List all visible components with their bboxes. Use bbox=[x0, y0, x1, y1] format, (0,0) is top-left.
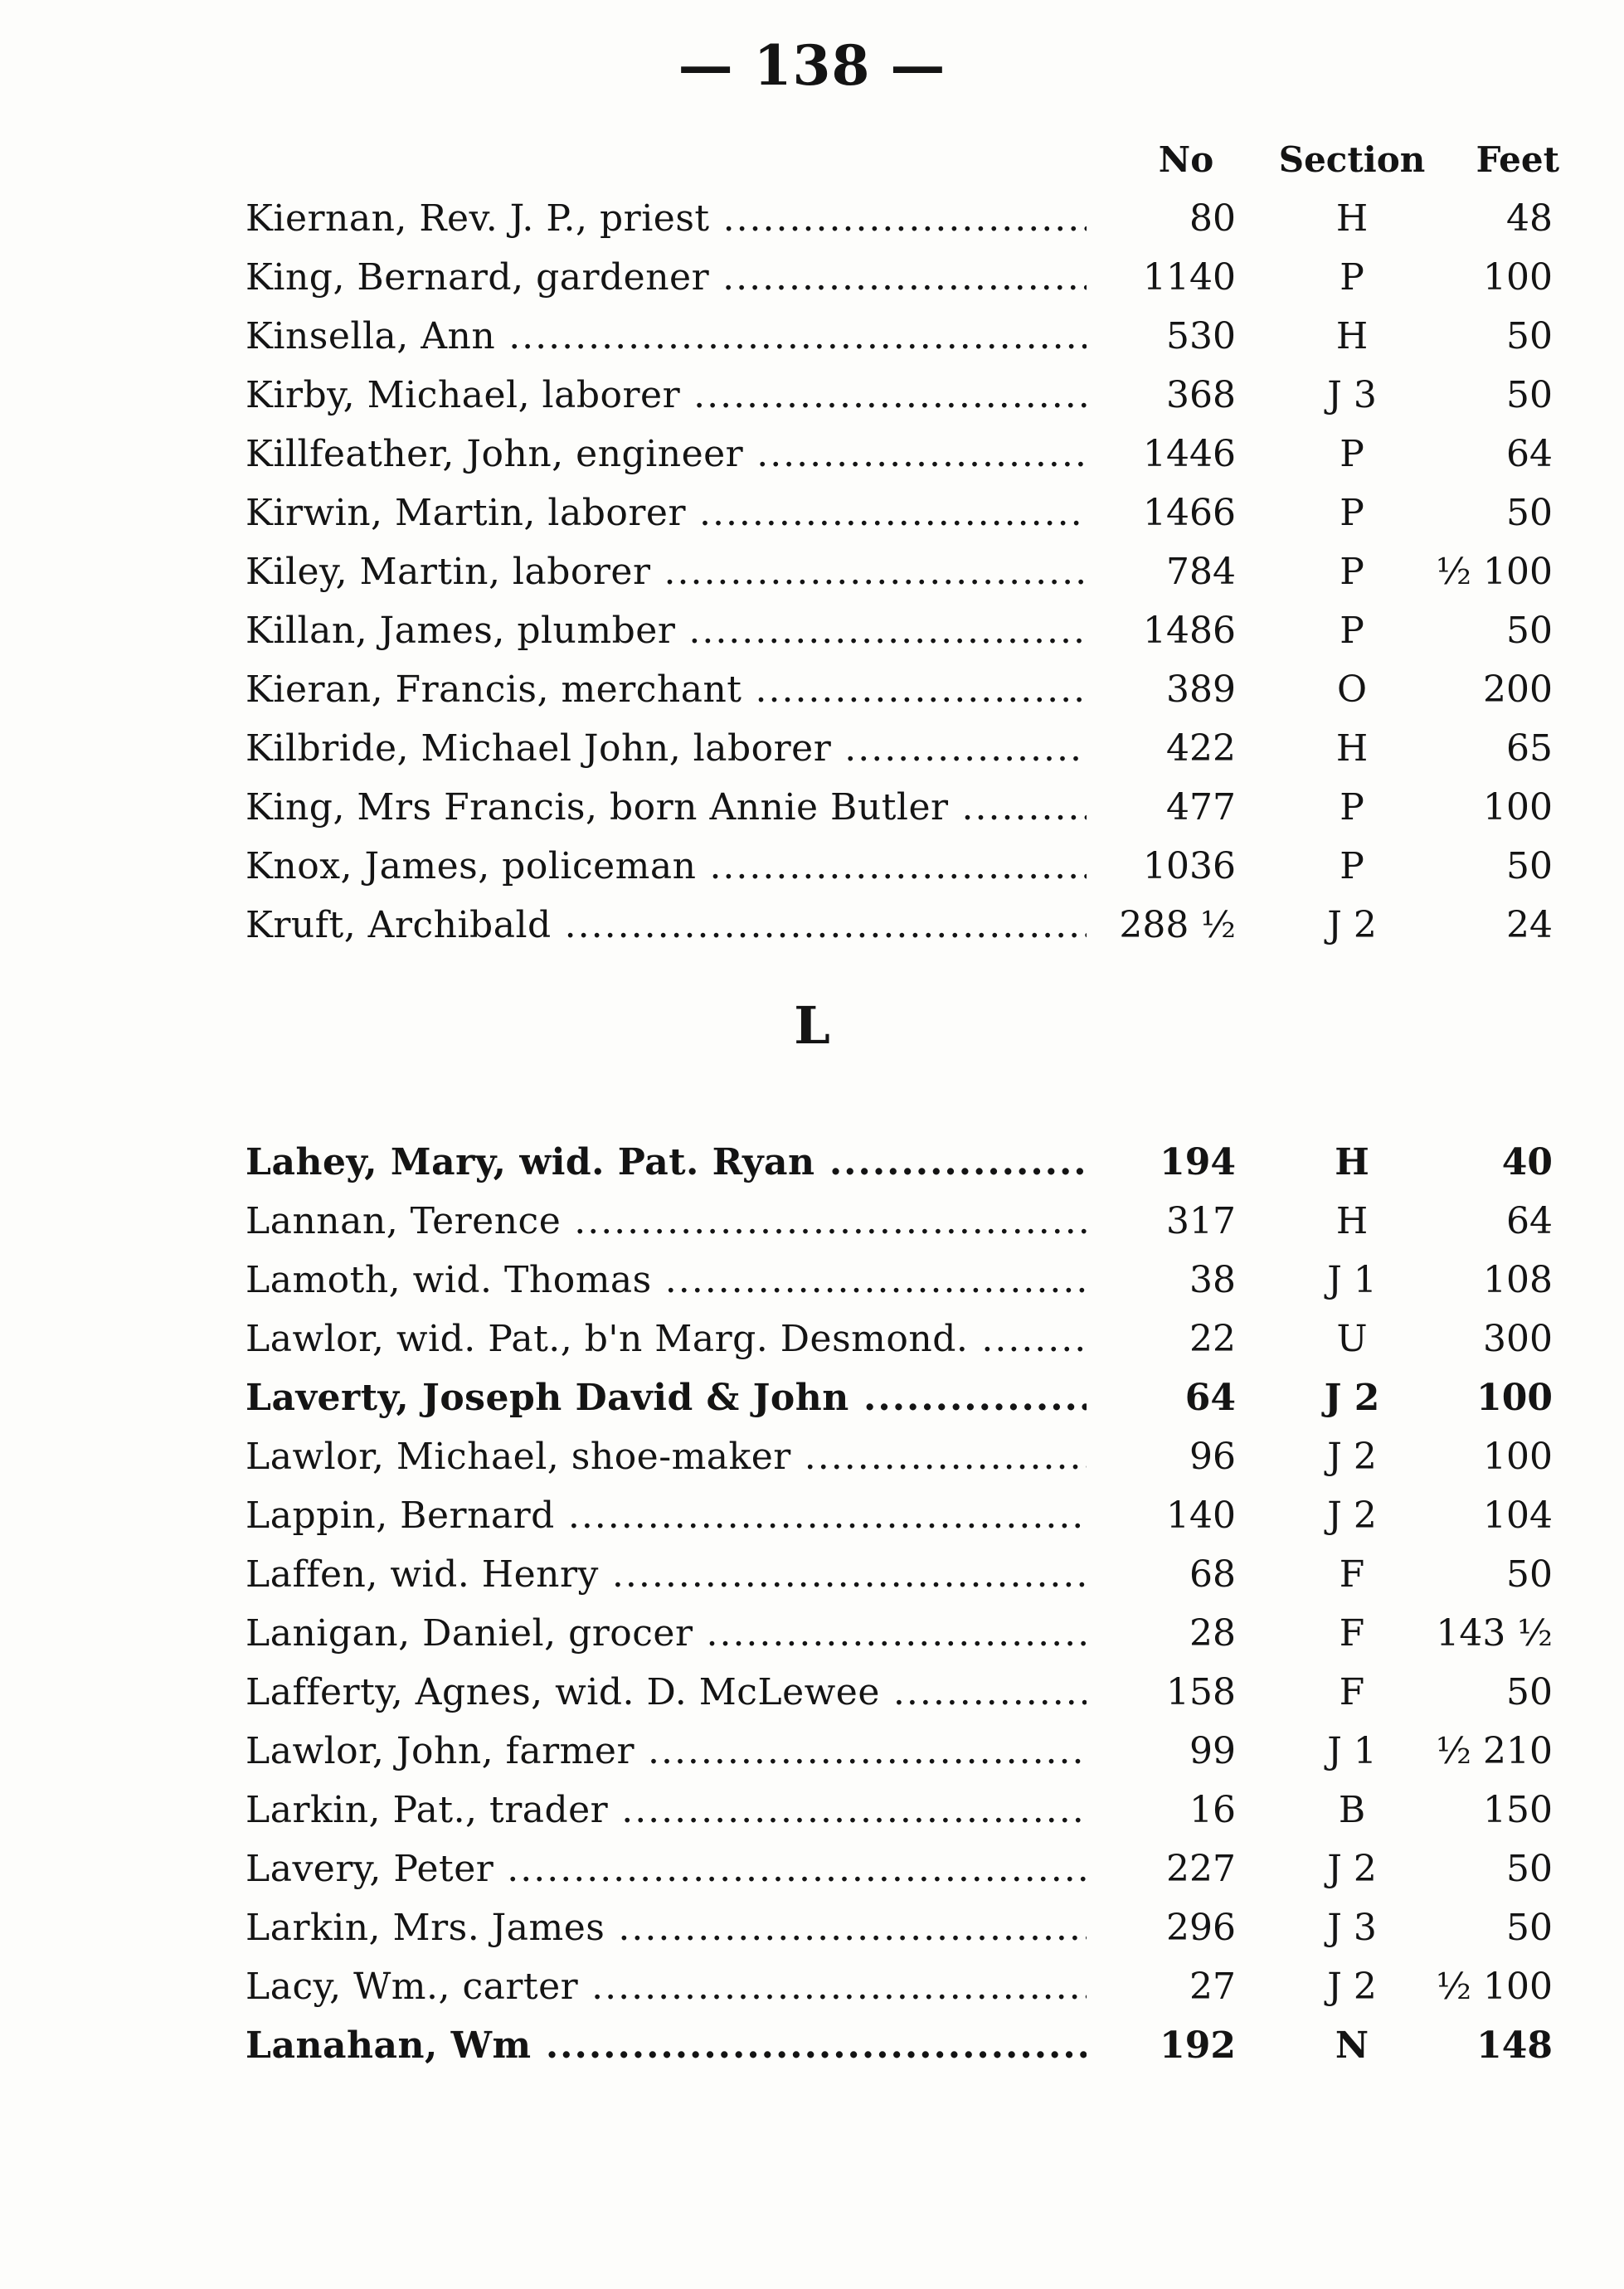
k-entries-list bbox=[0, 189, 1624, 955]
entry-section: J 2 bbox=[1327, 904, 1377, 946]
entry-name: Knox, James, policeman ..... bbox=[246, 837, 1087, 896]
entry-feet: 50 bbox=[1506, 610, 1553, 652]
entry-feet: 200 bbox=[1483, 668, 1553, 711]
entry-name: Larkin, Mrs. James ..... bbox=[246, 1898, 1087, 1957]
entry-name: Kiernan, Rev. J. P., priest ..... bbox=[246, 189, 1087, 248]
column-headers bbox=[0, 139, 1624, 189]
entry-section: H bbox=[1335, 315, 1369, 357]
entry-name: Kilbride, Michael John, laborer ..... bbox=[246, 719, 1087, 778]
entry-number: 477 bbox=[1166, 786, 1236, 829]
entry-row bbox=[0, 1781, 1624, 1839]
entry-number: 422 bbox=[1166, 727, 1236, 770]
entry-feet: 50 bbox=[1506, 374, 1553, 416]
entry-number: 1466 bbox=[1143, 492, 1236, 534]
entry-feet: ½ 100 bbox=[1436, 551, 1553, 593]
entry-number: 27 bbox=[1189, 1966, 1236, 2008]
entry-section: P bbox=[1340, 845, 1364, 887]
column-header-section: Section bbox=[1278, 139, 1426, 180]
entry-row bbox=[0, 307, 1624, 366]
entry-name: Laffen, wid. Henry ..... bbox=[246, 1545, 1087, 1604]
entry-section: J 2 bbox=[1327, 1966, 1377, 2008]
l-entries-list bbox=[0, 1133, 1624, 2075]
entry-section: P bbox=[1340, 551, 1364, 593]
entry-name: Lawlor, wid. Pat., b'n Marg. Desmond. ..... bbox=[246, 1310, 1087, 1368]
entry-number: 1140 bbox=[1143, 256, 1236, 299]
entry-number: 784 bbox=[1166, 551, 1236, 593]
entry-feet: 50 bbox=[1506, 1907, 1553, 1949]
entry-row bbox=[0, 1192, 1624, 1251]
entry-feet: 100 bbox=[1483, 1436, 1553, 1478]
entry-number: 1486 bbox=[1143, 610, 1236, 652]
entry-section: F bbox=[1339, 1671, 1365, 1713]
entry-number: 68 bbox=[1189, 1553, 1236, 1596]
entry-feet: 40 bbox=[1501, 1141, 1553, 1183]
entry-feet: 100 bbox=[1476, 1377, 1553, 1419]
entry-section: F bbox=[1339, 1612, 1365, 1655]
entry-name: Lahey, Mary, wid. Pat. Ryan ..... bbox=[246, 1133, 1087, 1192]
entry-feet: 143 ½ bbox=[1436, 1612, 1553, 1655]
entry-number: 1036 bbox=[1143, 845, 1236, 887]
entry-feet: 100 bbox=[1483, 786, 1553, 829]
entry-row bbox=[0, 484, 1624, 542]
entry-number: 368 bbox=[1166, 374, 1236, 416]
entry-section: J 3 bbox=[1327, 374, 1377, 416]
entry-name: Lannan, Terence ..... bbox=[246, 1192, 1087, 1251]
entry-section: J 2 bbox=[1327, 1436, 1377, 1478]
entry-number: 140 bbox=[1166, 1494, 1236, 1537]
entry-feet: 50 bbox=[1506, 1553, 1553, 1596]
entry-number: 80 bbox=[1189, 197, 1236, 240]
letter-section-heading: L bbox=[794, 995, 830, 1056]
entry-section: P bbox=[1340, 610, 1364, 652]
entry-number: 22 bbox=[1189, 1318, 1236, 1360]
entry-row bbox=[0, 1663, 1624, 1722]
entry-feet: 148 bbox=[1476, 2024, 1553, 2067]
entry-name: Lamoth, wid. Thomas ..... bbox=[246, 1251, 1087, 1310]
entry-row bbox=[0, 1839, 1624, 1898]
entry-row bbox=[0, 2016, 1624, 2075]
entry-row bbox=[0, 248, 1624, 307]
entry-feet: ½ 100 bbox=[1436, 1966, 1553, 2008]
entry-feet: 150 bbox=[1483, 1789, 1553, 1831]
entry-section: P bbox=[1340, 492, 1364, 534]
entry-feet: 50 bbox=[1506, 845, 1553, 887]
entry-row bbox=[0, 1722, 1624, 1781]
entry-name: Killan, James, plumber ..... bbox=[246, 601, 1087, 660]
entry-name: Lawlor, Michael, shoe-maker ..... bbox=[246, 1427, 1087, 1486]
entry-section: P bbox=[1340, 786, 1364, 829]
entry-section: J 1 bbox=[1327, 1730, 1377, 1772]
entry-section: B bbox=[1338, 1789, 1366, 1831]
entry-name: King, Bernard, gardener ..... bbox=[246, 248, 1087, 307]
entry-number: 192 bbox=[1160, 2024, 1236, 2067]
entry-row bbox=[0, 837, 1624, 896]
entry-name: Laverty, Joseph David & John ..... bbox=[246, 1368, 1087, 1427]
entry-number: 158 bbox=[1166, 1671, 1236, 1713]
entry-section: O bbox=[1336, 668, 1368, 711]
entry-feet: 64 bbox=[1506, 433, 1553, 475]
entry-name: Lacy, Wm., carter ..... bbox=[246, 1957, 1087, 2016]
entry-row bbox=[0, 1545, 1624, 1604]
entry-section: J 2 bbox=[1324, 1377, 1380, 1419]
entry-name: Lanigan, Daniel, grocer ..... bbox=[246, 1604, 1087, 1663]
entry-row bbox=[0, 660, 1624, 719]
entry-section: J 3 bbox=[1327, 1907, 1377, 1949]
entry-row bbox=[0, 896, 1624, 955]
entry-name: Kiley, Martin, laborer ..... bbox=[246, 542, 1087, 601]
entry-section: F bbox=[1339, 1553, 1365, 1596]
entry-row bbox=[0, 189, 1624, 248]
entry-row bbox=[0, 1368, 1624, 1427]
entry-section: P bbox=[1340, 256, 1364, 299]
entry-row bbox=[0, 1427, 1624, 1486]
entry-name: Kirwin, Martin, laborer ..... bbox=[246, 484, 1087, 542]
entry-number: 16 bbox=[1189, 1789, 1236, 1831]
entry-number: 530 bbox=[1166, 315, 1236, 357]
entry-number: 288 ½ bbox=[1119, 904, 1236, 946]
entry-feet: 300 bbox=[1483, 1318, 1553, 1360]
entry-name: Lawlor, John, farmer ..... bbox=[246, 1722, 1087, 1781]
entry-feet: ½ 210 bbox=[1436, 1730, 1553, 1772]
entry-row bbox=[0, 719, 1624, 778]
entry-feet: 50 bbox=[1506, 315, 1553, 357]
entry-row bbox=[0, 778, 1624, 837]
entry-row bbox=[0, 1486, 1624, 1545]
entry-feet: 100 bbox=[1483, 256, 1553, 299]
entry-section: J 2 bbox=[1327, 1494, 1377, 1537]
entry-row bbox=[0, 1251, 1624, 1310]
entry-name: King, Mrs Francis, born Annie Butler ..... bbox=[246, 778, 1087, 837]
entry-row bbox=[0, 425, 1624, 484]
entry-feet: 48 bbox=[1506, 197, 1553, 240]
entry-section: H bbox=[1335, 727, 1369, 770]
entry-row bbox=[0, 1957, 1624, 2016]
page-number: — 138 — bbox=[678, 33, 946, 98]
column-header-no: No bbox=[1158, 139, 1214, 180]
entry-number: 227 bbox=[1166, 1848, 1236, 1890]
entry-row bbox=[0, 601, 1624, 660]
entry-number: 296 bbox=[1166, 1907, 1236, 1949]
entry-number: 194 bbox=[1160, 1141, 1236, 1183]
entry-section: U bbox=[1336, 1318, 1368, 1360]
entry-name: Kieran, Francis, merchant ..... bbox=[246, 660, 1087, 719]
entry-feet: 50 bbox=[1506, 1848, 1553, 1890]
entry-row bbox=[0, 1604, 1624, 1663]
entry-number: 389 bbox=[1166, 668, 1236, 711]
entry-name: Lappin, Bernard ..... bbox=[246, 1486, 1087, 1545]
entry-number: 99 bbox=[1189, 1730, 1236, 1772]
entry-name: Lanahan, Wm ..... bbox=[246, 2016, 1087, 2075]
entry-name: Kirby, Michael, laborer ..... bbox=[246, 366, 1087, 425]
entry-name: Killfeather, John, engineer ..... bbox=[246, 425, 1087, 484]
entry-feet: 108 bbox=[1483, 1259, 1553, 1301]
entry-feet: 24 bbox=[1506, 904, 1553, 946]
entry-feet: 104 bbox=[1483, 1494, 1553, 1537]
entry-section: P bbox=[1340, 433, 1364, 475]
entry-section: H bbox=[1335, 1141, 1369, 1183]
entry-name: Lafferty, Agnes, wid. D. McLewee ..... bbox=[246, 1663, 1087, 1722]
entry-row bbox=[0, 542, 1624, 601]
entry-section: J 1 bbox=[1327, 1259, 1377, 1301]
entry-feet: 64 bbox=[1506, 1200, 1553, 1242]
entry-number: 64 bbox=[1184, 1377, 1236, 1419]
entry-row bbox=[0, 1133, 1624, 1192]
entry-row bbox=[0, 366, 1624, 425]
column-header-feet: Feet bbox=[1476, 139, 1559, 180]
entry-row bbox=[0, 1310, 1624, 1368]
entry-section: J 2 bbox=[1327, 1848, 1377, 1890]
entry-section: H bbox=[1335, 197, 1369, 240]
entry-feet: 50 bbox=[1506, 492, 1553, 534]
entry-section: H bbox=[1335, 1200, 1369, 1242]
entry-section: N bbox=[1335, 2024, 1369, 2067]
entry-feet: 50 bbox=[1506, 1671, 1553, 1713]
entry-name: Kinsella, Ann ..... bbox=[246, 307, 1087, 366]
entry-number: 38 bbox=[1189, 1259, 1236, 1301]
entry-number: 317 bbox=[1166, 1200, 1236, 1242]
entry-number: 28 bbox=[1189, 1612, 1236, 1655]
entry-number: 1446 bbox=[1143, 433, 1236, 475]
entry-name: Kruft, Archibald ..... bbox=[246, 896, 1087, 955]
entry-name: Lavery, Peter ..... bbox=[246, 1839, 1087, 1898]
entry-number: 96 bbox=[1189, 1436, 1236, 1478]
entry-feet: 65 bbox=[1506, 727, 1553, 770]
entry-row bbox=[0, 1898, 1624, 1957]
entry-name: Larkin, Pat., trader ..... bbox=[246, 1781, 1087, 1839]
